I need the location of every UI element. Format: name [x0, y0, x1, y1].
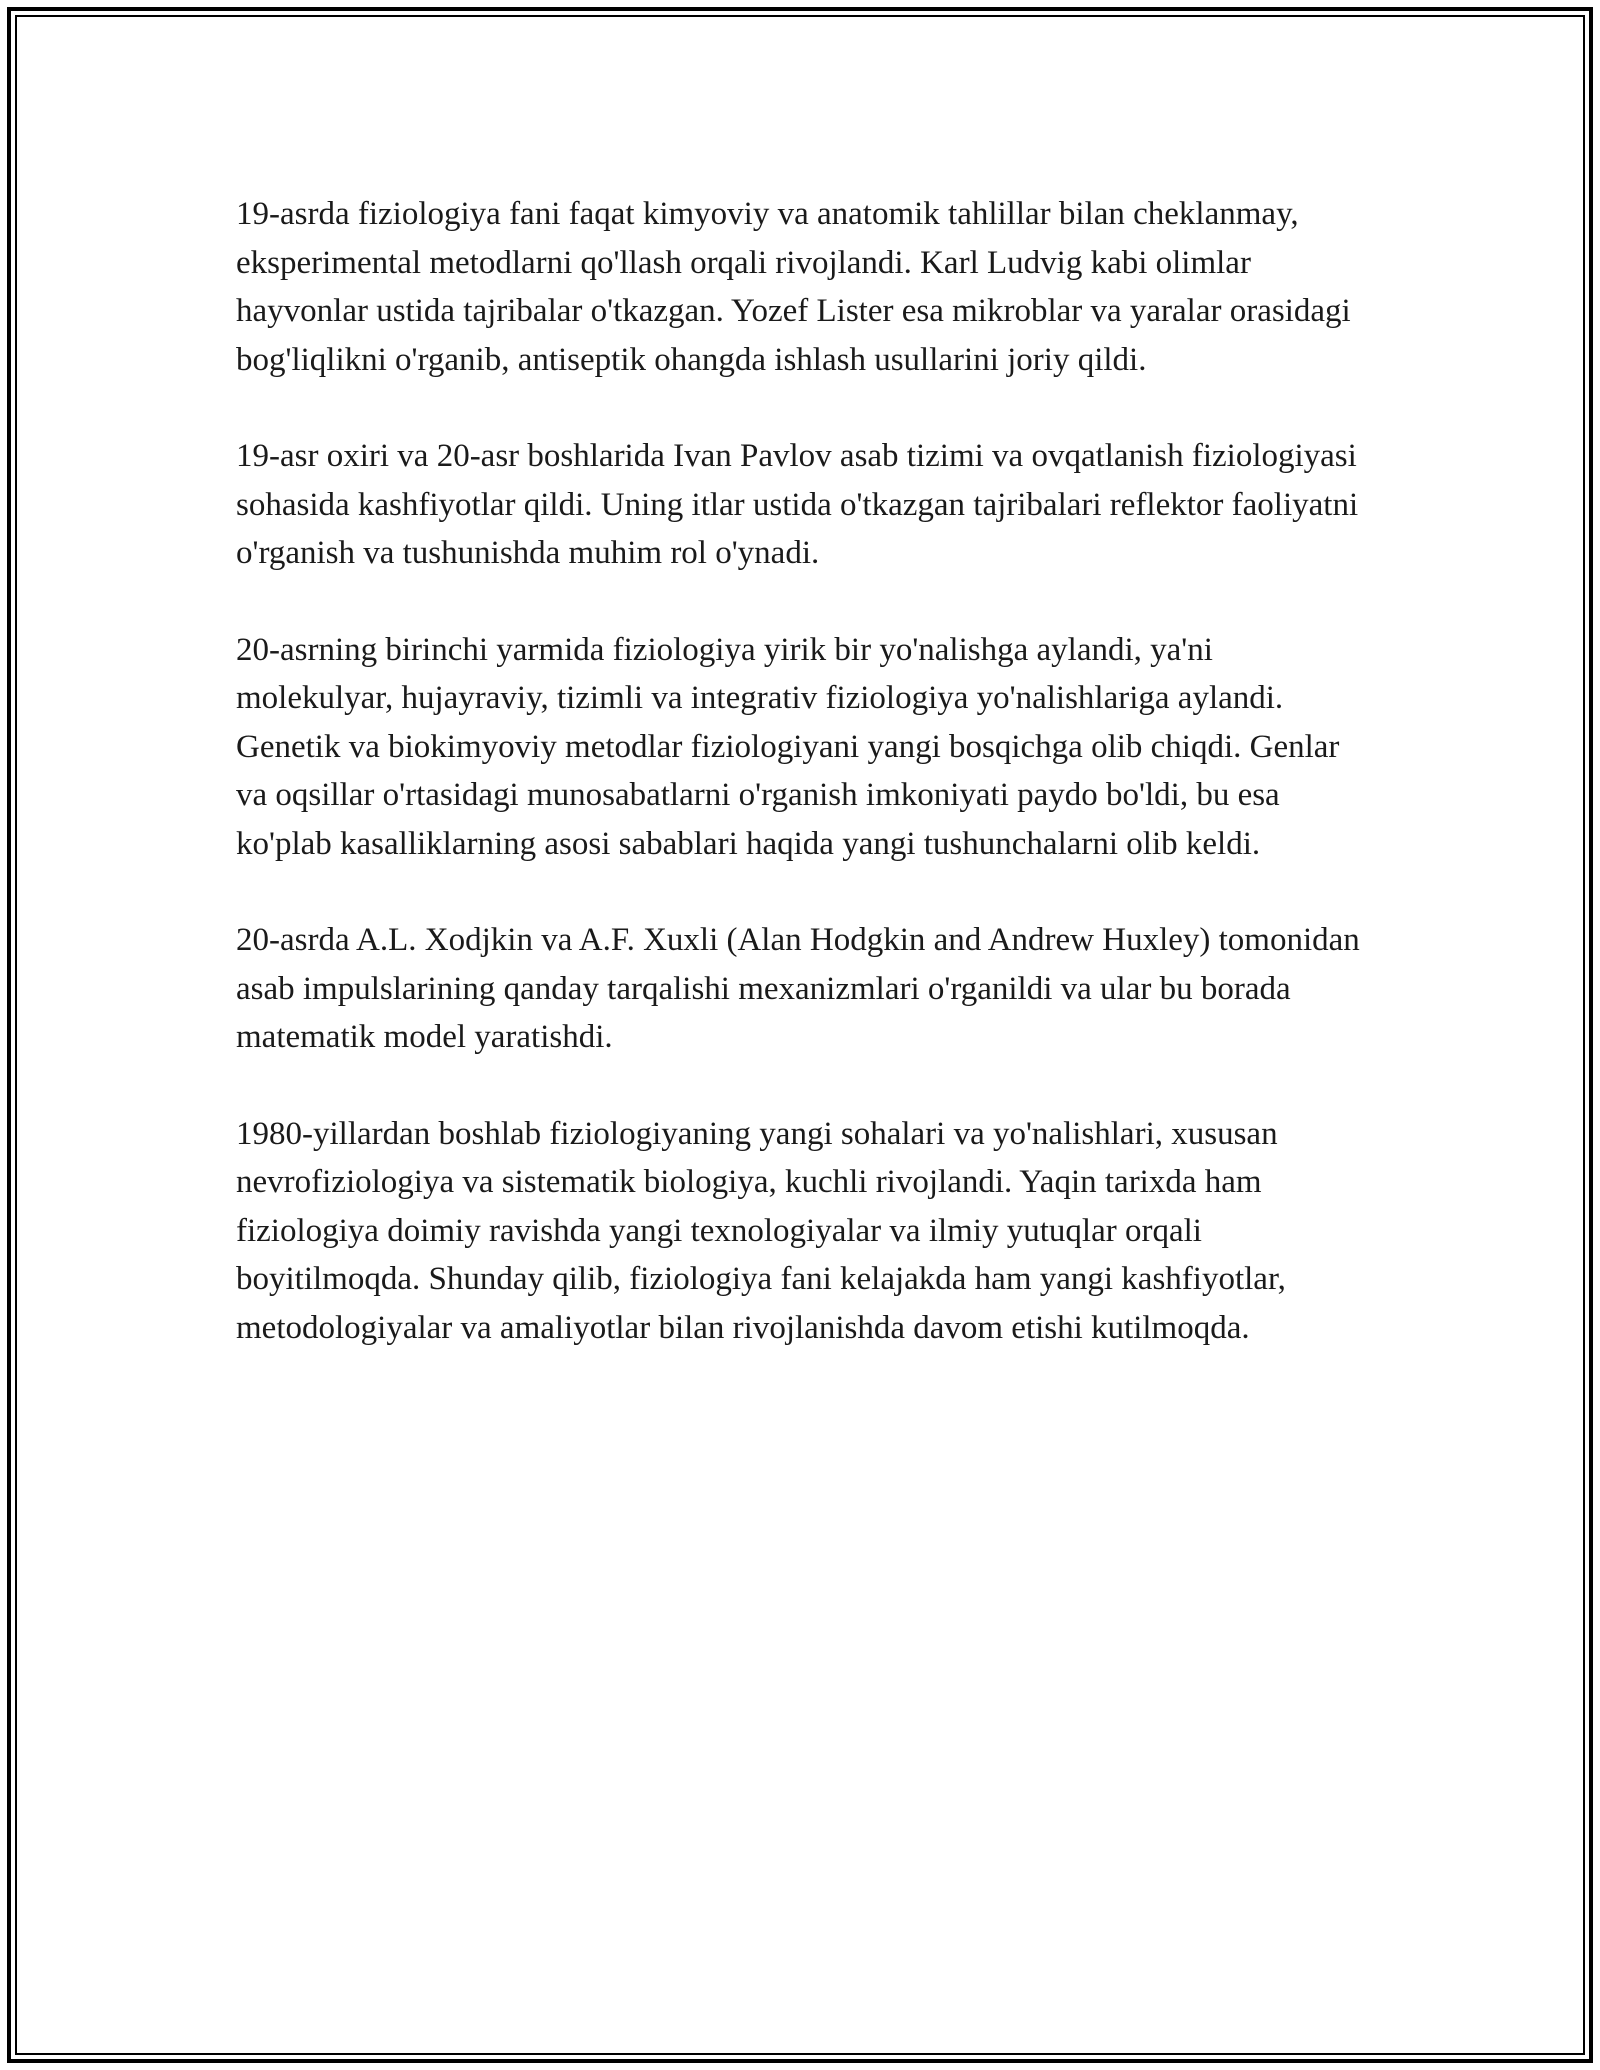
paragraph-5: 1980-yillardan boshlab fiziologiyaning yangi sohalari va yo'nalishlari, xususan nevrofiziologiya va sistematik biologiya, kuchli rivojlandi. Yaqin tarixda ham fiziologiya doimiy ravishda yangi texnologiyalar va ilmiy yutuqlar orqali boyitilmoqda. Shunday qilib, fiziologiya fani kelajakda ham yangi kashfiyotlar, metodologiyalar va amaliyotlar bilan rivojlanishda davom etishi kutilmoqda.: [236, 1115, 1286, 1346]
paragraph-2: 19-asr oxiri va 20-asr boshlarida Ivan Pavlov asab tizimi va ovqatlanish fiziologiyasi sohasida kashfiyotlar qildi. Uning itlar ustida o'tkazgan tajribalari reflektor faoliyatni o'rganish va tushunishda muhim rol o'ynadi.: [236, 438, 1359, 571]
paragraph-3: 20-asrning birinchi yarmida fiziologiya yirik bir yo'nalishga aylandi, ya'ni molekulyar, hujayraviy, tizimli va integrativ fiziologiya yo'nalishlariga aylandi. Genetik va biokimyoviy metodlar fiziologiyani yangi bosqichga olib chiqdi. Genlar va oqsillar o'rtasidagi munosabatlarni o'rganish imkoniyati paydo bo'ldi, bu esa ko'plab kasalliklarning asosi sabablari haqida yangi tushunchalarni olib keldi.: [236, 631, 1340, 862]
document-body: [236, 190, 1360, 1400]
paragraph-1: 19-asrda fiziologiya fani faqat kimyoviy va anatomik tahlillar bilan cheklanmay, eksperimental metodlarni qo'llash orqali rivojlandi. Karl Ludvig kabi olimlar hayvonlar ustida tajribalar o'tkazgan. Yozef Lister esa mikroblar va yaralar orasidagi bog'liqlikni o'rganib, antiseptik ohangda ishlash usullarini joriy qildi.: [236, 196, 1351, 378]
paragraph-4: 20-asrda A.L. Xodjkin va A.F. Xuxli (Alan Hodgkin and Andrew Huxley) tomonidan asab impulslarining qanday tarqalishi mexanizmlari o'rganildi va ular bu borada matematik model yaratishdi.: [236, 922, 1360, 1055]
